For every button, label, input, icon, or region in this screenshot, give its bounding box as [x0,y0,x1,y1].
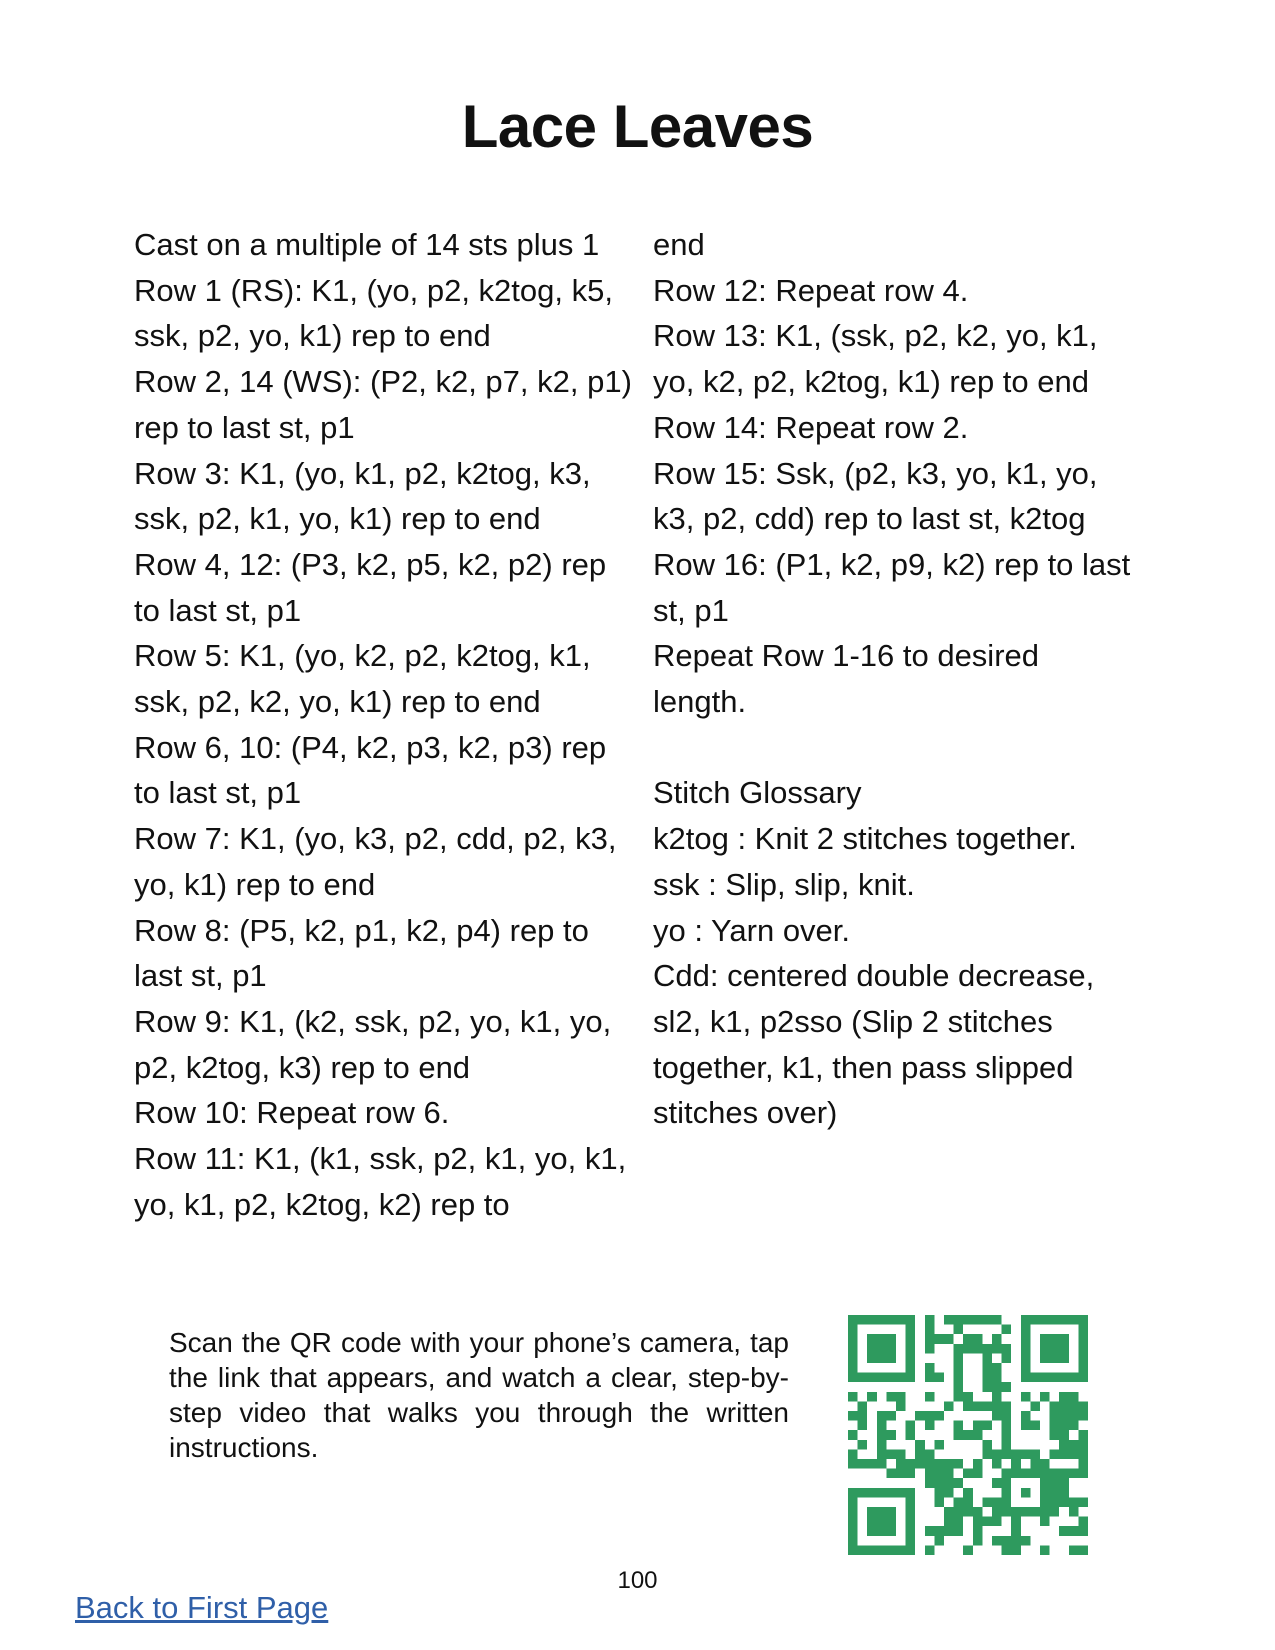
row-9-line: Row 9: K1, (k2, ssk, p2, yo, k1, yo, p2, k2tog, k3) rep to end [134,1003,612,1085]
row-1-line: Row 1 (RS): K1, (yo, p2, k2tog, k5, ssk, p2, yo, k1) rep to end [134,272,613,354]
page-number: 100 [617,1567,658,1594]
row-7-line: Row 7: K1, (yo, k3, p2, cdd, p2, k3, yo, k1) rep to end [134,821,617,902]
row-8-line: Row 8: (P5, k2, p1, k2, p4) rep to last st, p1 [134,912,589,994]
instructions-left-column [134,222,634,1227]
row-2-line: Row 2, 14 (WS): (P2, k2, p7, k2, p1) rep to last st, p1 [134,364,632,445]
row-14-line: Row 14: Repeat row 2. [653,409,969,445]
glossary-item: ssk : Slip, slip, knit. [653,866,915,902]
row-11-continuation: end [653,227,705,262]
qr-code-icon[interactable] [848,1315,1088,1555]
row-12-line: Row 12: Repeat row 4. [653,272,969,308]
page-title: Lace Leaves [461,93,814,160]
qr-instructions: Scan the QR code with your phone’s camera, tap the link that appears, and watch a clear, step-by-step video that walks you through the written instructions. [169,1327,789,1463]
row-3-line: Row 3: K1, (yo, k1, p2, k2tog, k3, ssk, p2, k1, yo, k1) rep to end [134,455,591,537]
row-6-line: Row 6, 10: (P4, k2, p3, k2, p3) rep to last st, p1 [134,729,607,811]
row-4-line: Row 4, 12: (P3, k2, p5, k2, p2) rep to last st, p1 [134,546,607,628]
qr-modules [848,1315,1088,1555]
back-to-first-page-link[interactable]: Back to First Page [75,1590,329,1625]
cast-on-line: Cast on a multiple of 14 sts plus 1 [134,227,600,262]
row-5-line: Row 5: K1, (yo, k2, p2, k2tog, k1, ssk, p2, k2, yo, k1) rep to end [134,638,591,720]
glossary-item: Cdd: centered double decrease, sl2, k1, p2sso (Slip 2 stitches together, k1, then pass slipped stitches over) [653,958,1095,1131]
row-10-line: Row 10: Repeat row 6. [134,1095,450,1131]
row-15-line: Row 15: Ssk, (p2, k3, yo, k1, yo, k3, p2, cdd) rep to last st, k2tog [653,455,1098,537]
spacer [653,725,1133,771]
row-16-line: Row 16: (P1, k2, p9, k2) rep to last st, p1 [653,546,1131,628]
row-11-line: Row 11: K1, (k1, ssk, p2, k1, yo, k1, yo, k1, p2, k2tog, k2) rep to [134,1141,627,1222]
glossary-item: k2tog : Knit 2 stitches together. [653,821,1077,857]
repeat-instruction: Repeat Row 1-16 to desired length. [653,638,1040,720]
row-13-line: Row 13: K1, (ssk, p2, k2, yo, k1, yo, k2, p2, k2tog, k1) rep to end [653,318,1098,400]
instructions-right-column [653,222,1133,1136]
glossary-item: yo : Yarn over. [653,912,851,948]
glossary-heading: Stitch Glossary [653,775,862,811]
